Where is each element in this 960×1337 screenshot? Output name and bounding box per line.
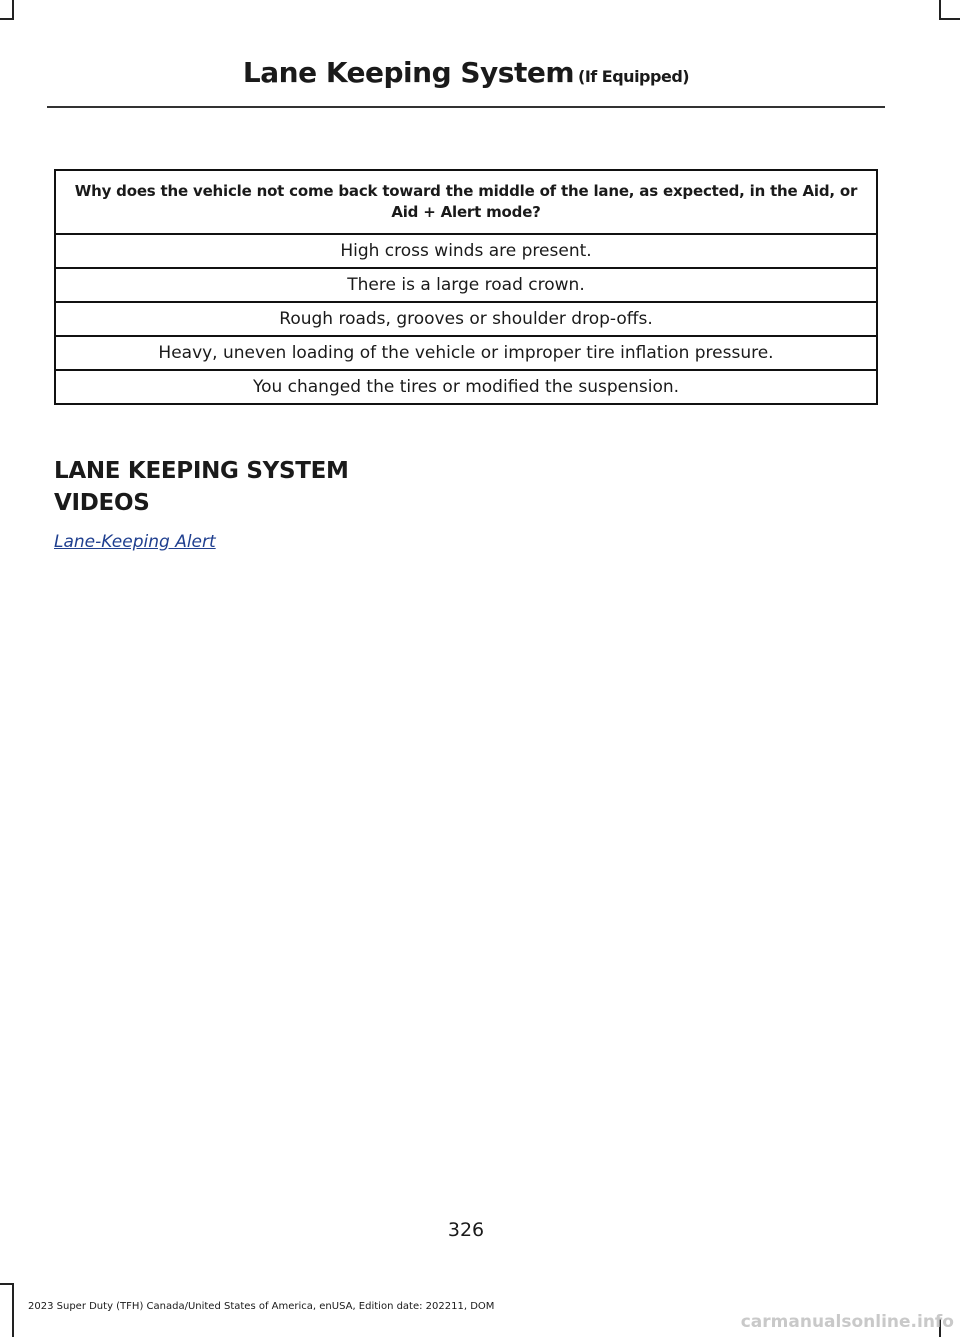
lane-keeping-alert-video-link[interactable]: Lane-Keeping Alert	[54, 532, 216, 552]
table-question: Why does the vehicle not come back toward the middle of the lane, as expected, in the Aid, or Aid + Alert mode?	[55, 170, 877, 234]
edition-footer: 2023 Super Duty (TFH) Canada/United States of America, enUSA, Edition date: 202211, DOM	[28, 1301, 495, 1312]
table-row	[55, 268, 877, 302]
crop-mark-top-left-vertical	[12, 0, 14, 18]
header-divider	[47, 106, 885, 108]
crop-mark-top-left-horizontal	[0, 18, 14, 20]
table-cell: Heavy, uneven loading of the vehicle or improper tire inflation pressure.	[55, 336, 877, 370]
crop-mark-bottom-left-vertical	[12, 1283, 14, 1337]
header-suffix: (If Equipped)	[578, 67, 690, 86]
header-title: Lane Keeping System	[242, 56, 574, 89]
table-row	[55, 336, 877, 370]
section-heading-line2: VIDEOS	[54, 490, 150, 516]
crop-mark-top-right-vertical	[939, 0, 941, 18]
page-number: 326	[447, 1219, 485, 1241]
crop-mark-bottom-left-horizontal	[0, 1283, 14, 1285]
table-cell: You changed the tires or modified the suspension.	[55, 370, 877, 404]
page-header	[0, 56, 932, 89]
table-cell: Rough roads, grooves or shoulder drop-offs.	[55, 302, 877, 336]
table-row	[55, 370, 877, 404]
section-heading-line1: LANE KEEPING SYSTEM	[54, 458, 349, 484]
troubleshooting-table	[54, 169, 878, 405]
table-row	[55, 234, 877, 268]
crop-mark-top-right-horizontal	[939, 18, 960, 20]
table-cell: High cross winds are present.	[55, 234, 877, 268]
table-cell: There is a large road crown.	[55, 268, 877, 302]
section-heading	[54, 455, 349, 519]
table-row	[55, 302, 877, 336]
table-header-row	[55, 170, 877, 234]
watermark: carmanualsonline.info	[740, 1312, 954, 1332]
